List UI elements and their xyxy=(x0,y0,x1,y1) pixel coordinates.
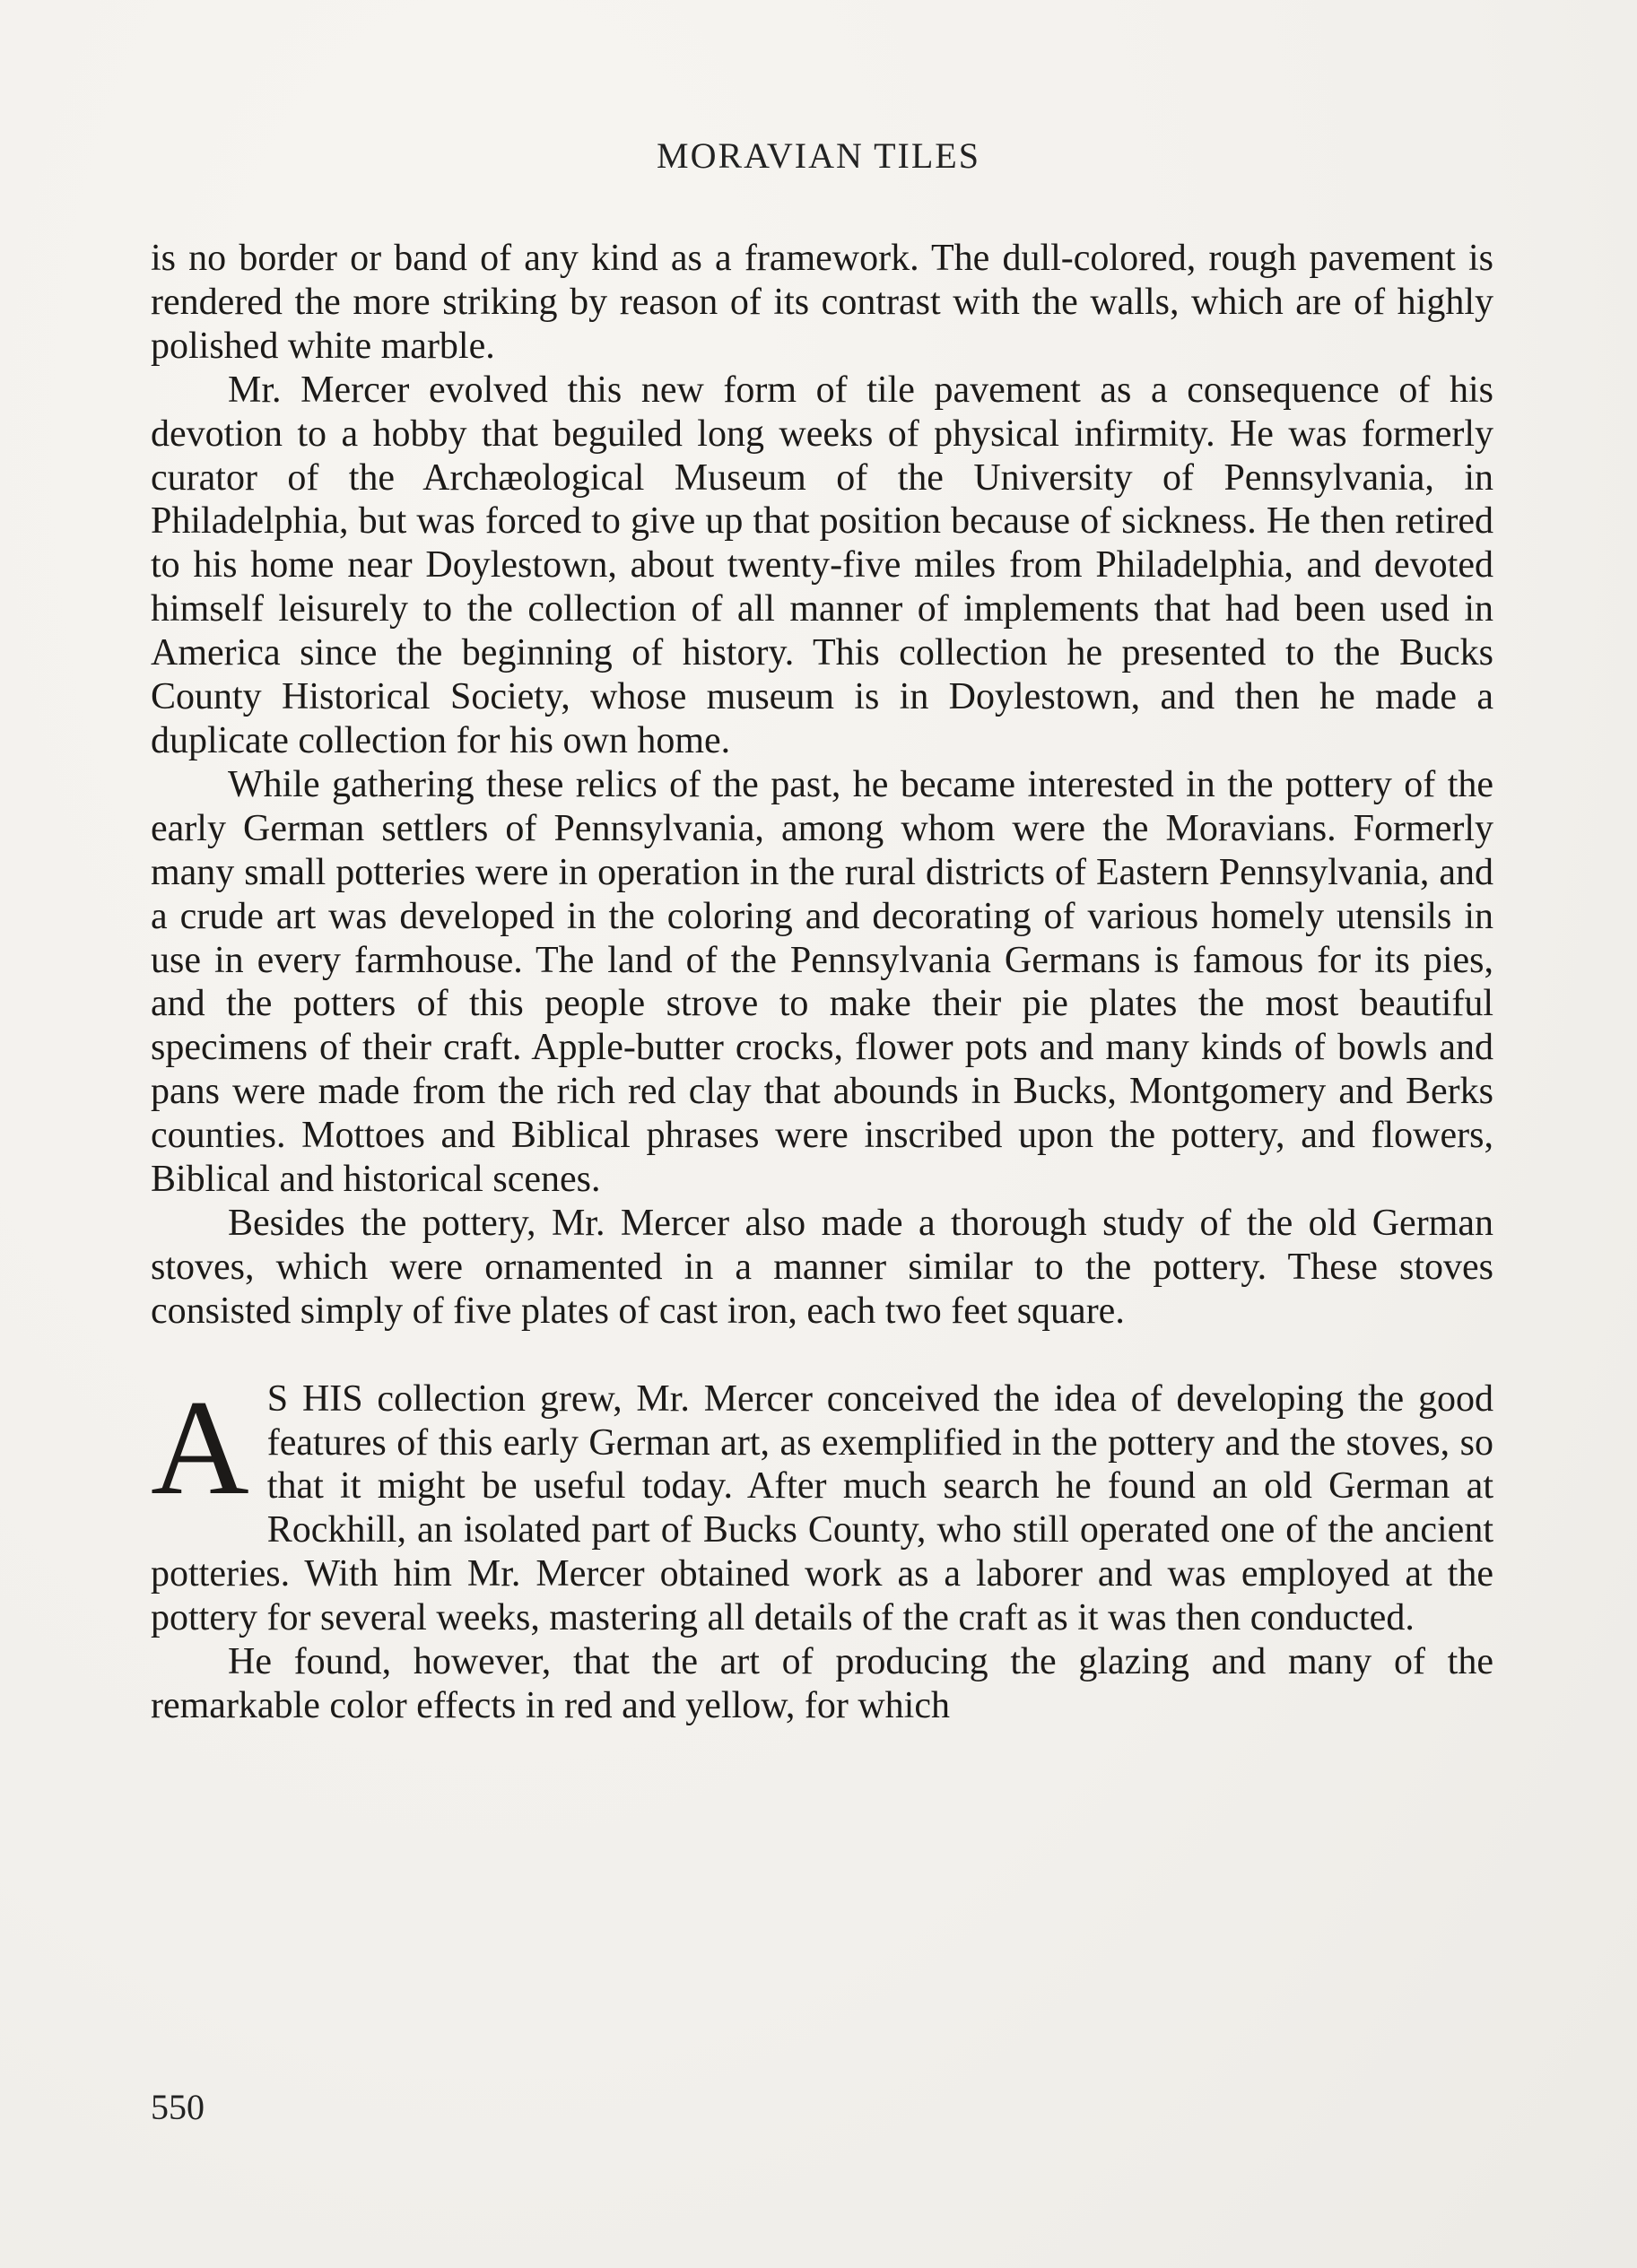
paragraph-4: Besides the pottery, Mr. Mercer also made a thorough study of the old German stoves, which were ornamented in a manner similar to the pottery. These stoves consisted simply of five plates of cast iron, each two feet square. xyxy=(151,1202,1493,1332)
paragraph-2: Mr. Mercer evolved this new form of tile pavement as a consequence of his devotion to a hobby that beguiled long weeks of physical infirmity. He was formerly curator of the Archæological Museum of the University of Pennsylvania, in Philadelphia, but was forced to give up that position because of sickness. He then retired to his home near Doylestown, about twenty-five miles from Philadelphia, and devoted himself leisurely to the collection of all manner of implements that had been used in America since the beginning of history. This collection he presented to the Bucks County Historical Society, whose museum is in Doylestown, and then he made a duplicate collection for his own home. xyxy=(151,369,1493,761)
paragraph-5 xyxy=(151,1371,1493,1640)
running-head: MORAVIAN TILES xyxy=(657,135,980,176)
drop-cap: A xyxy=(151,1371,249,1523)
paragraph-5-text: S HIS collection grew, Mr. Mercer conceived the idea of developing the good features of this early German art, as exemplified in the pottery and the stoves, so that it might be useful today. After much search he found an old German at Rockhill, an isolated part of Bucks County, who still operated one of the ancient potteries. With him Mr. Mercer obtained work as a laborer and was employed at the pottery for several weeks, mastering all details of the craft as it was then conducted. xyxy=(151,1377,1493,1639)
body-text xyxy=(151,237,1493,1728)
paragraph-6: He found, however, that the art of producing the glazing and many of the remarkable color effects in red and yellow, for which xyxy=(151,1641,1493,1726)
page-number: 550 xyxy=(151,2087,205,2127)
section-break xyxy=(151,1334,1493,1377)
paragraph-3: While gathering these relics of the past, he became interested in the pottery of the early German settlers of Pennsylvania, among whom were the Moravians. Formerly many small potteries were in operation in the rural districts of Eastern Pennsylvania, and a crude art was developed in the coloring and decorating of various homely utensils in use in every farmhouse. The land of the Pennsylvania Germans is famous for its pies, and the potters of this people strove to make their pie plates the most beautiful specimens of their craft. Apple-butter crocks, flower pots and many kinds of bowls and pans were made from the rich red clay that abounds in Bucks, Montgomery and Berks counties. Mottoes and Biblical phrases were inscribed upon the pottery, and flowers, Biblical and historical scenes. xyxy=(151,763,1493,1201)
paragraph-1: is no border or band of any kind as a framework. The dull-colored, rough pavement is rendered the more striking by reason of its contrast with the walls, which are of highly polished white marble. xyxy=(151,238,1493,367)
